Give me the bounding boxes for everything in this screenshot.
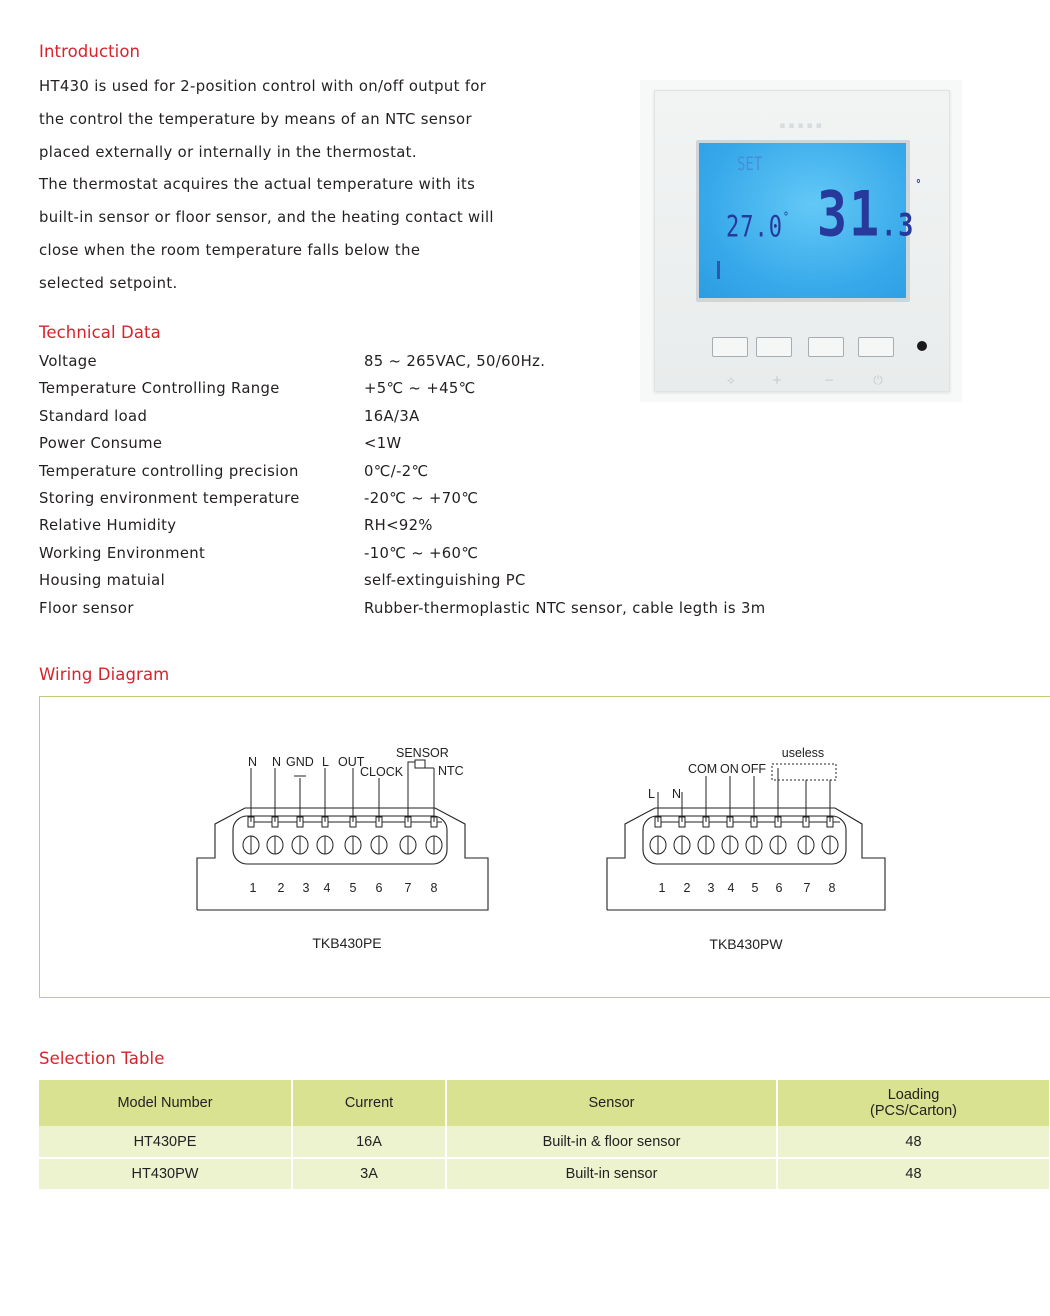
header-loading-line1: Loading [887, 1087, 940, 1103]
intro-line: HT430 is used for 2-position control with on/off output for [39, 78, 487, 95]
label-clock: CLOCK [360, 765, 404, 779]
label-sensor: SENSOR [396, 746, 449, 760]
terminal-number: 8 [430, 881, 438, 895]
room-temp-decimal: .3 [881, 206, 916, 243]
spec-row [39, 353, 839, 380]
header-sensor: Sensor [446, 1080, 777, 1126]
label-off: OFF [741, 762, 766, 776]
spec-label: Floor sensor [39, 599, 134, 617]
terminal-number: 1 [249, 881, 257, 895]
lcd-display [699, 143, 924, 298]
technical-data-list [39, 353, 839, 627]
lcd-set-temperature [726, 211, 790, 245]
spec-value: 0℃/-2℃ [364, 462, 429, 480]
model-caption: TKB430PW [709, 936, 783, 952]
spec-value: RH<92% [364, 517, 433, 535]
spec-label: Housing matuial [39, 572, 166, 590]
terminal-number: 5 [751, 881, 759, 895]
mode-icon: ⟡ [727, 373, 735, 387]
terminal-number: 5 [349, 881, 357, 895]
cell-loading: 48 [777, 1126, 1050, 1158]
technical-data-heading: Technical Data [39, 323, 161, 342]
terminal-number: 3 [707, 881, 715, 895]
introduction-text [39, 76, 509, 306]
sensor-symbol [415, 760, 425, 768]
model-caption: TKB430PE [312, 935, 382, 951]
spec-label: Storing environment temperature [39, 489, 300, 507]
selection-table-heading: Selection Table [39, 1049, 165, 1068]
indicator-led [917, 341, 927, 351]
terminal-number: 4 [323, 881, 331, 895]
intro-line: selected setpoint. [39, 274, 178, 292]
spec-label: Working Environment [39, 544, 206, 562]
power-button[interactable] [858, 337, 894, 357]
spec-row [39, 517, 839, 544]
spec-row [39, 435, 839, 462]
useless-terminals-box [772, 764, 836, 780]
label-gnd: GND [286, 755, 314, 769]
spec-row [39, 380, 839, 407]
terminal-number: 7 [803, 881, 811, 895]
wiring-diagram-tkb430pe [190, 740, 495, 960]
label-l: L [648, 787, 655, 801]
thermostat-body [654, 90, 950, 392]
wiring-diagram-tkb430pw [600, 740, 895, 960]
spec-label: Power Consume [39, 435, 163, 453]
spec-label: Temperature controlling precision [39, 462, 299, 480]
terminal-number: 6 [375, 881, 383, 895]
header-loading [777, 1080, 1050, 1126]
cell-model: HT430PW [39, 1158, 292, 1189]
label-ntc: NTC [438, 764, 464, 778]
header-loading-line2: (PCS/Carton) [869, 1103, 958, 1119]
degree-mark: ° [782, 210, 791, 226]
spec-value: -20℃ ~ +70℃ [364, 489, 479, 507]
spec-value: <1W [364, 435, 402, 453]
spec-label: Voltage [39, 353, 97, 370]
terminal-numbers [659, 881, 836, 895]
label-useless: useless [781, 746, 825, 760]
terminal-number: 4 [727, 881, 735, 895]
spec-row [39, 490, 839, 517]
table-header-row [39, 1080, 1050, 1126]
label-n: N [248, 755, 258, 769]
cell-current: 16A [292, 1126, 446, 1158]
label-l: L [322, 755, 329, 769]
terminal-number: 7 [404, 881, 412, 895]
spec-value: Rubber-thermoplastic NTC sensor, cable legth is 3m [364, 599, 766, 617]
label-on: ON [720, 762, 739, 776]
intro-line: the control the temperature by means of an NTC sensor [39, 110, 472, 128]
spec-row [39, 463, 839, 490]
plus-icon: + [771, 373, 783, 387]
intro-line: built-in sensor or floor sensor, and the heating contact will [39, 209, 494, 227]
table-row [39, 1126, 1050, 1158]
lcd-set-indicator: SET [737, 154, 763, 176]
terminal-block [643, 816, 846, 864]
brand-mark: ▪▪▪▪▪ [779, 121, 825, 131]
spec-value: -10℃ ~ +60℃ [364, 544, 479, 562]
spec-value: self-extinguishing PC [364, 572, 526, 590]
label-out: OUT [338, 755, 365, 769]
wiring-diagram-heading: Wiring Diagram [39, 665, 170, 684]
spec-row [39, 408, 839, 435]
label-com: COM [688, 762, 718, 776]
selection-table [39, 1080, 1050, 1189]
cell-sensor: Built-in & floor sensor [446, 1126, 777, 1158]
intro-line: The thermostat acquires the actual temperature with its [39, 176, 476, 194]
introduction-heading: Introduction [39, 42, 141, 61]
terminal-number: 6 [775, 881, 783, 895]
terminal-number: 2 [683, 881, 691, 895]
intro-line: placed externally or internally in the thermostat. [39, 143, 417, 161]
minus-icon: − [823, 373, 835, 387]
label-n: N [272, 755, 282, 769]
spec-label: Standard load [39, 407, 148, 425]
lcd-frame [696, 140, 924, 302]
terminal-number: 2 [277, 881, 285, 895]
spec-value: 85 ~ 265VAC, 50/60Hz. [364, 353, 546, 370]
spec-value: +5℃ ~ +45℃ [364, 380, 476, 398]
terminal-screws [650, 817, 838, 854]
header-current: Current [292, 1080, 446, 1126]
degree-mark: ° [915, 177, 924, 192]
spec-row [39, 572, 839, 599]
spec-label: Relative Humidity [39, 517, 177, 535]
wire-lines [658, 768, 830, 822]
cell-sensor: Built-in sensor [446, 1158, 777, 1189]
power-icon: ⏻ [873, 373, 883, 387]
spec-value: 16A/3A [364, 407, 420, 425]
intro-line: close when the room temperature falls below the [39, 241, 421, 259]
terminal-numbers [250, 881, 438, 895]
lcd-heating-bar [717, 261, 720, 279]
cell-model: HT430PE [39, 1126, 292, 1158]
spec-row [39, 545, 839, 572]
cell-current: 3A [292, 1158, 446, 1189]
room-temp-value: 31 [817, 177, 882, 251]
cell-loading: 48 [777, 1158, 1050, 1189]
wire-lines [251, 762, 434, 822]
set-temp-value: 27.0 [726, 210, 783, 245]
table-row [39, 1158, 1050, 1189]
spec-label: Temperature Controlling Range [39, 380, 280, 398]
terminal-number: 3 [302, 881, 310, 895]
header-model-number: Model Number [39, 1080, 292, 1126]
spec-row [39, 600, 839, 627]
lcd-room-temperature [817, 178, 923, 251]
terminal-screws [243, 817, 442, 854]
terminal-number: 8 [828, 881, 836, 895]
label-n: N [672, 787, 682, 801]
terminal-number: 1 [658, 881, 666, 895]
